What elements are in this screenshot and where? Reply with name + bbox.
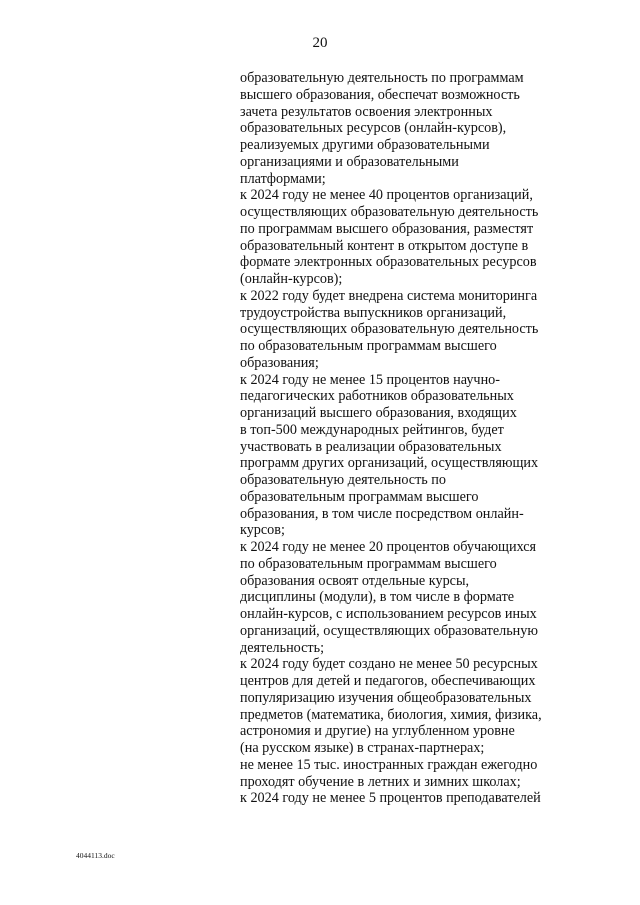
- text-line: организаций высшего образования, входящих: [240, 405, 517, 421]
- text-line: платформами;: [240, 170, 326, 187]
- text-line: осуществляющих образовательную деятельность: [240, 321, 539, 338]
- text-line: организаций, осуществляющих образовательную: [240, 622, 538, 639]
- text-line: (на русском языке) в странах-партнерах;: [240, 740, 485, 756]
- text-line: по образовательным программам высшего: [240, 338, 497, 354]
- text-line: к 2024 году не менее 40 процентов организаций,: [240, 187, 533, 204]
- text-line: к 2024 году будет создано не менее 50 ресурсных: [240, 656, 538, 673]
- text-line: (онлайн-курсов);: [240, 271, 343, 287]
- text-line: деятельность;: [240, 639, 325, 656]
- text-line: организациями и образовательными: [240, 153, 459, 170]
- footer-filename: 4044113.doc: [76, 851, 115, 860]
- text-line: зачета результатов освоения электронных: [240, 103, 493, 120]
- text-line: дисциплины (модули), в том числе в формате: [240, 589, 515, 606]
- text-line: к 2024 году не менее 15 процентов научно-: [240, 371, 500, 388]
- text-line: трудоустройства выпускников организаций,: [240, 304, 507, 321]
- text-line: по образовательным программам высшего: [240, 555, 497, 572]
- text-line: образования, в том числе посредством онлайн-: [240, 505, 524, 522]
- text-line: астрономия и другие) на углубленном уровне: [240, 723, 515, 740]
- text-line: образования освоят отдельные курсы,: [240, 572, 470, 589]
- text-line: популяризацию изучения общеобразовательных: [240, 689, 532, 706]
- text-line: курсов;: [240, 522, 285, 539]
- text-line: к 2022 году будет внедрена система мониторинга: [240, 287, 538, 304]
- text-line: участвовать в реализации образовательных: [240, 438, 502, 455]
- text-line: образования;: [240, 354, 319, 371]
- text-line: образовательную деятельность по программам: [240, 70, 524, 86]
- text-line: образовательный контент в открытом доступе в: [240, 237, 529, 254]
- text-line: реализуемых другими образовательными: [240, 137, 490, 153]
- document-body: [240, 70, 610, 807]
- text-line: центров для детей и педагогов, обеспечивающих: [240, 673, 536, 689]
- text-line: образовательным программам высшего: [240, 488, 479, 505]
- text-line: к 2024 году не менее 20 процентов обучающихся: [240, 539, 537, 555]
- text-line: проходят обучение в летних и зимних школах;: [240, 773, 521, 790]
- text-line: программ других организаций, осуществляющих: [240, 455, 539, 472]
- text-line: по программам высшего образования, разместят: [240, 220, 534, 237]
- text-line: не менее 15 тыс. иностранных граждан ежегодно: [240, 756, 538, 773]
- text-line: образовательных ресурсов (онлайн-курсов),: [240, 120, 507, 137]
- text-line: осуществляющих образовательную деятельность: [240, 204, 539, 220]
- text-line: предметов (математика, биология, химия, физика,: [240, 706, 542, 723]
- page-number: 20: [312, 35, 328, 51]
- text-line: высшего образования, обеспечат возможность: [240, 86, 520, 103]
- text-line: образовательную деятельность по: [240, 472, 446, 488]
- text-line: в топ-500 международных рейтингов, будет: [240, 421, 504, 438]
- text-line: формате электронных образовательных ресурсов: [240, 254, 537, 271]
- text-line: онлайн-курсов, с использованием ресурсов иных: [240, 606, 537, 622]
- text-line: педагогических работников образовательных: [240, 388, 514, 405]
- text-line: к 2024 году не менее 5 процентов преподавателей: [240, 790, 541, 807]
